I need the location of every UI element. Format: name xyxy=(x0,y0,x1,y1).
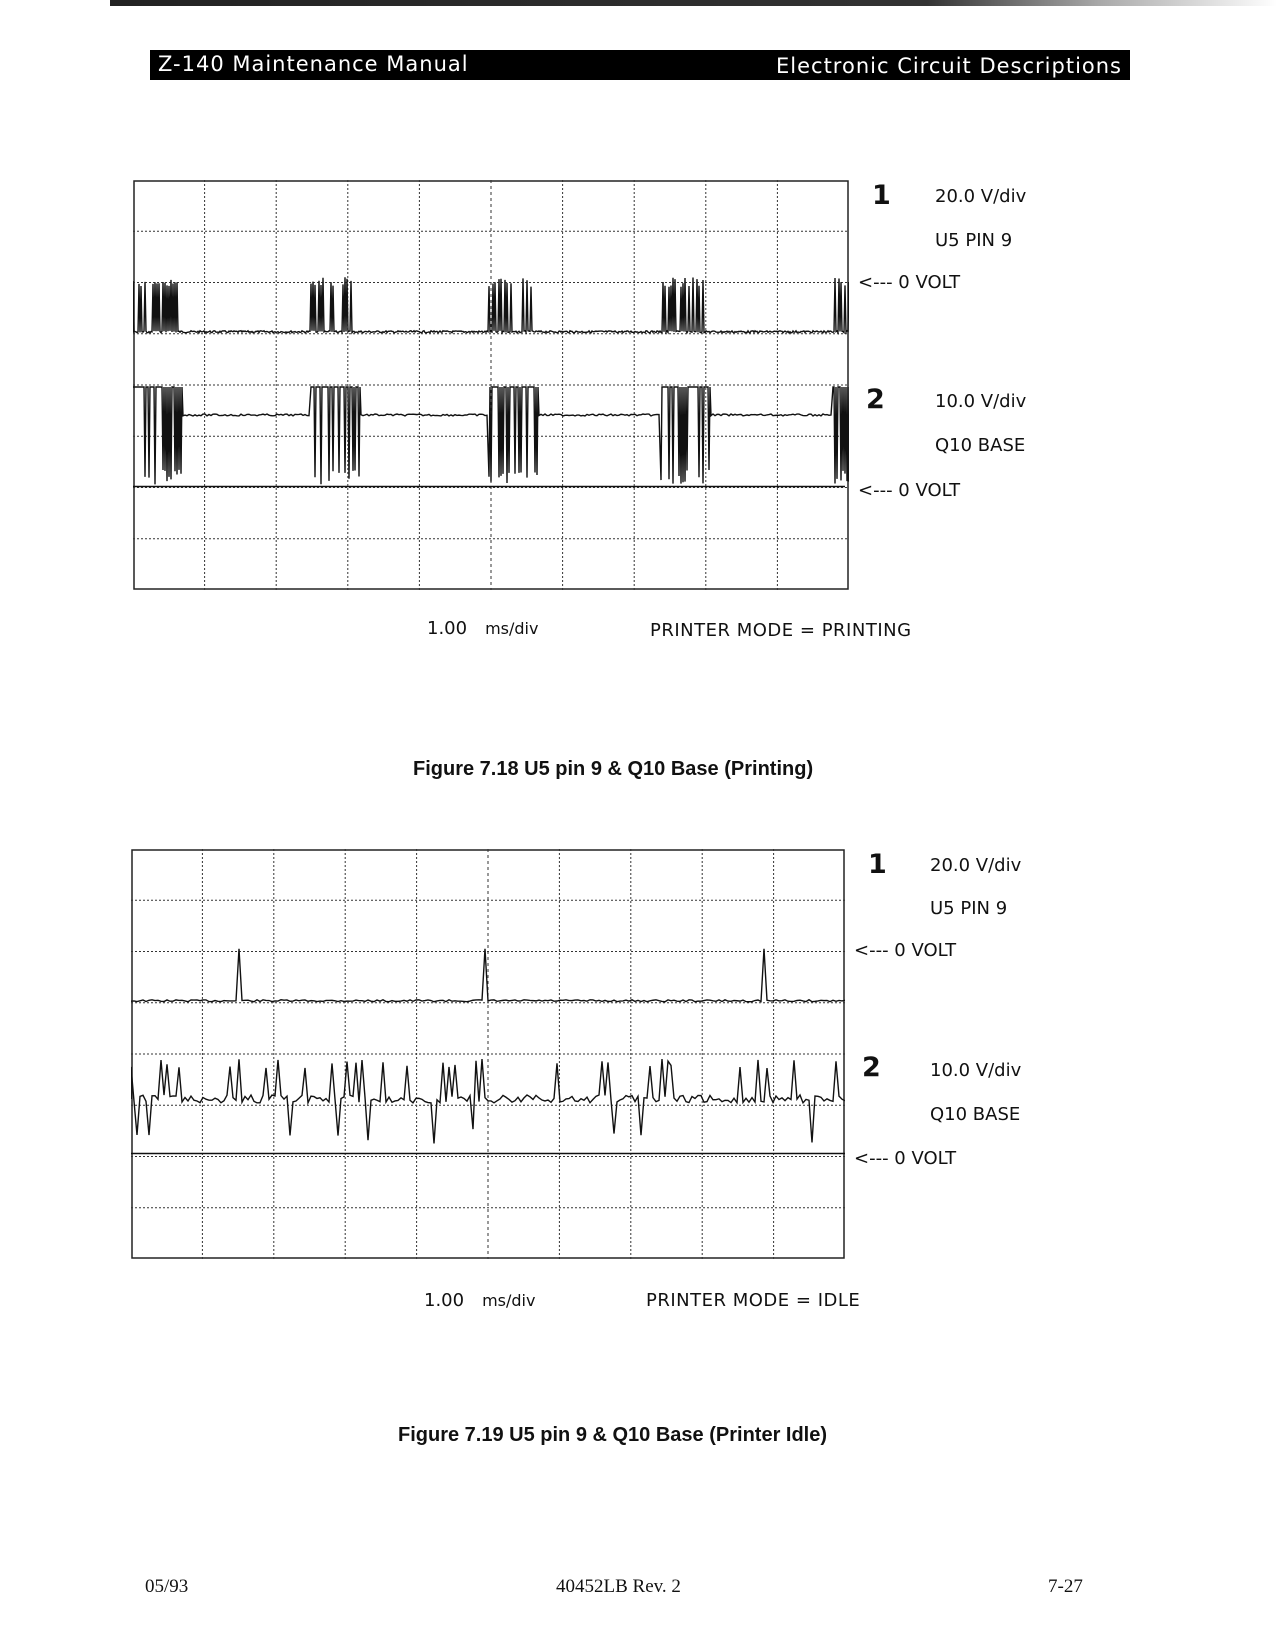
figure-caption: Figure 7.18 U5 pin 9 & Q10 Base (Printing) xyxy=(413,758,814,780)
channel-1-number: 1 xyxy=(872,180,891,211)
channel-1-zero-ref: <--- 0 VOLT xyxy=(858,272,961,293)
scope-graticule xyxy=(133,180,849,590)
printer-mode: PRINTER MODE = PRINTING xyxy=(650,620,912,641)
footer-date: 05/93 xyxy=(145,1576,189,1597)
channel-2-number: 2 xyxy=(862,1052,881,1083)
section-title: Electronic Circuit Descriptions xyxy=(776,54,1122,78)
timebase xyxy=(427,618,538,639)
scan-edge xyxy=(110,0,1277,6)
manual-title: Z-140 Maintenance Manual xyxy=(158,52,469,76)
footer-page-number: 7-27 xyxy=(1048,1576,1083,1597)
channel-1-scale: 20.0 V/div xyxy=(935,186,1027,207)
channel-2-probe: Q10 BASE xyxy=(935,435,1026,456)
channel-1-scale: 20.0 V/div xyxy=(930,855,1022,876)
channel-2-number: 2 xyxy=(866,384,885,415)
timebase-unit: ms/div xyxy=(485,619,539,638)
scope-graticule xyxy=(131,849,845,1259)
channel-2-zero-ref: <--- 0 VOLT xyxy=(854,1148,957,1169)
channel-1-probe: U5 PIN 9 xyxy=(935,230,1013,251)
channel-2-zero-ref: <--- 0 VOLT xyxy=(858,480,961,501)
timebase-unit: ms/div xyxy=(482,1291,536,1310)
oscilloscope-screen-printing xyxy=(133,180,849,590)
figure-caption: Figure 7.19 U5 pin 9 & Q10 Base (Printer Idle) xyxy=(398,1424,828,1446)
channel-2-probe: Q10 BASE xyxy=(930,1104,1021,1125)
oscilloscope-screen-idle xyxy=(131,849,845,1259)
page-header xyxy=(150,50,1130,80)
channel-1-zero-ref: <--- 0 VOLT xyxy=(854,940,957,961)
timebase-value: 1.00 xyxy=(427,618,468,639)
timebase xyxy=(424,1290,535,1311)
timebase-value: 1.00 xyxy=(424,1290,465,1311)
printer-mode: PRINTER MODE = IDLE xyxy=(646,1290,861,1311)
channel-1-probe: U5 PIN 9 xyxy=(930,898,1008,919)
channel-2-scale: 10.0 V/div xyxy=(935,391,1027,412)
channel-2-scale: 10.0 V/div xyxy=(930,1060,1022,1081)
channel-1-number: 1 xyxy=(868,849,887,880)
footer-doc-number: 40452LB Rev. 2 xyxy=(556,1576,681,1597)
